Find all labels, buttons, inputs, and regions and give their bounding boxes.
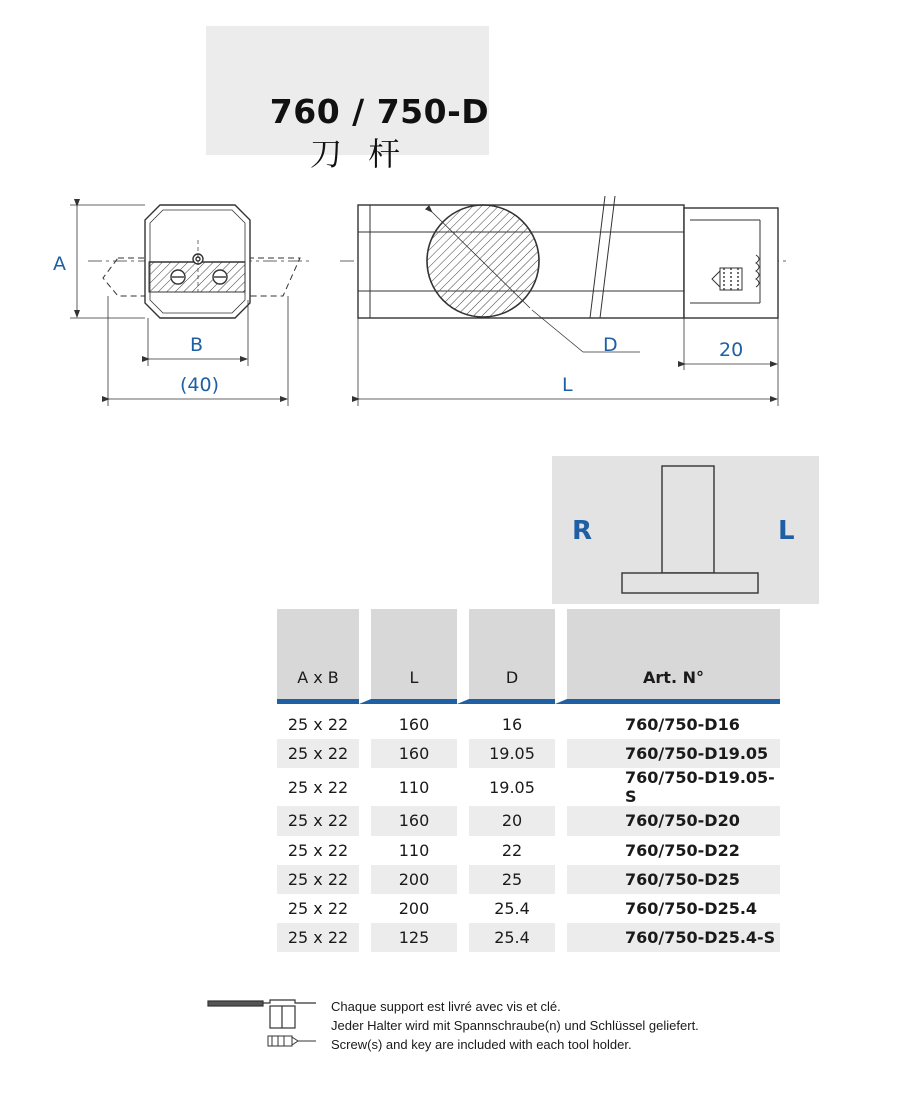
table-row (277, 768, 780, 806)
cell-l: 200 (359, 894, 457, 923)
cell-axb: 25 x 22 (277, 923, 359, 952)
table-row (277, 806, 780, 835)
cell-d: 16 (457, 704, 555, 739)
cell-art-no: 760/750-D19.05 (555, 739, 780, 768)
cell-axb: 25 x 22 (277, 739, 359, 768)
table-header-row (277, 609, 780, 704)
table-row (277, 865, 780, 894)
label-twenty: 20 (719, 339, 744, 361)
cell-d: 22 (457, 836, 555, 865)
label-forty: (40) (180, 374, 220, 396)
side-view (340, 196, 790, 318)
label-b: B (190, 334, 204, 356)
page-title: 760 / 750-D (269, 92, 490, 131)
page-subtitle: 刀 杆 (310, 135, 409, 173)
dimension-a (70, 205, 145, 318)
cell-art-no: 760/750-D22 (555, 836, 780, 865)
cell-axb: 25 x 22 (277, 865, 359, 894)
cell-d: 25.4 (457, 894, 555, 923)
label-d: D (603, 334, 618, 356)
note-german: Jeder Halter wird mit Spannschraube(n) und Schlüssel geliefert. (331, 1018, 699, 1033)
label-l: L (562, 374, 573, 396)
cell-l: 160 (359, 704, 457, 739)
cell-l: 125 (359, 923, 457, 952)
end-view (88, 205, 312, 318)
orientation-panel (552, 456, 819, 604)
cell-axb: 25 x 22 (277, 806, 359, 835)
delivery-note (331, 997, 699, 1054)
cell-l: 160 (359, 739, 457, 768)
table-row (277, 836, 780, 865)
header-l: L (359, 609, 457, 704)
screw-icon (268, 1036, 316, 1046)
cell-l: 110 (359, 768, 457, 806)
cell-d: 19.05 (457, 768, 555, 806)
header-art-no: Art. N° (555, 609, 780, 704)
note-english: Screw(s) and key are included with each tool holder. (331, 1037, 632, 1052)
cell-art-no: 760/750-D16 (555, 704, 780, 739)
cell-d: 19.05 (457, 739, 555, 768)
cell-axb: 25 x 22 (277, 704, 359, 739)
header-d: D (457, 609, 555, 704)
cell-axb: 25 x 22 (277, 836, 359, 865)
cell-l: 110 (359, 836, 457, 865)
table-row (277, 894, 780, 923)
cell-d: 25.4 (457, 923, 555, 952)
spec-table (277, 609, 780, 952)
orientation-right: R (572, 516, 593, 546)
orientation-left: L (778, 516, 795, 546)
cell-art-no: 760/750-D20 (555, 806, 780, 835)
key-icon (208, 1000, 316, 1028)
label-a: A (53, 253, 66, 275)
cell-axb: 25 x 22 (277, 894, 359, 923)
cell-art-no: 760/750-D25 (555, 865, 780, 894)
table-row (277, 704, 780, 739)
cell-art-no: 760/750-D19.05-S (555, 768, 780, 806)
cell-d: 20 (457, 806, 555, 835)
cell-l: 200 (359, 865, 457, 894)
table-row (277, 923, 780, 952)
header-axb: A x B (277, 609, 359, 704)
cell-art-no: 760/750-D25.4-S (555, 923, 780, 952)
note-french: Chaque support est livré avec vis et clé. (331, 999, 561, 1014)
cell-l: 160 (359, 806, 457, 835)
cell-axb: 25 x 22 (277, 768, 359, 806)
cell-art-no: 760/750-D25.4 (555, 894, 780, 923)
cell-d: 25 (457, 865, 555, 894)
table-row (277, 739, 780, 768)
